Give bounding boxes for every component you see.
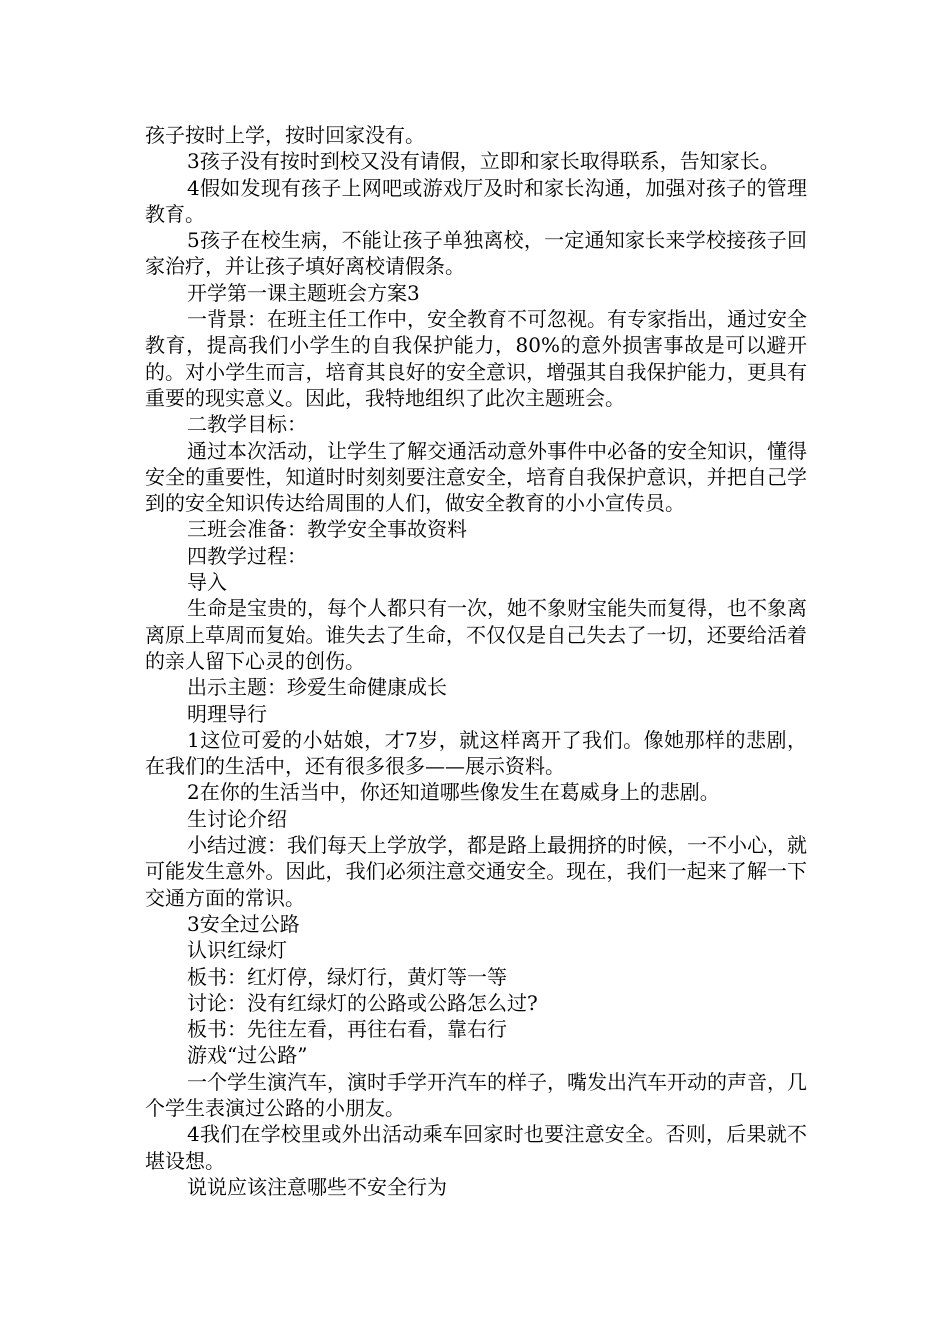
paragraph-board-2: 板书：先往左看，再往右看，靠右行: [187, 1017, 507, 1042]
paragraph-step-4: 4我们在学校里或外出活动乘车回家时也要注意安全。否则，后果就不堪设想。: [145, 1122, 807, 1173]
paragraph-item-5: 5孩子在校生病，不能让孩子单独离校，一定通知家长来学校接孩子回家治疗，并让孩子填好离校请假条。: [145, 228, 807, 279]
paragraph-transition: 小结过渡：我们每天上学放学，都是路上最拥挤的时候，一不小心，就可能发生意外。因此，我们必须注意交通安全。现在，我们一起来了解一下交通方面的常识。: [145, 833, 807, 910]
heading-preparation: 三班会准备：教学安全事故资料: [187, 517, 467, 542]
paragraph-discuss-2: 讨论：没有红绿灯的公路或公路怎么过?: [187, 990, 538, 1015]
paragraph-game: 游戏“过公路”: [187, 1043, 308, 1068]
heading-guidance: 明理导行: [187, 701, 267, 726]
heading-intro: 导入: [187, 570, 227, 595]
paragraph-life: 生命是宝贵的，每个人都只有一次，她不象财宝能失而复得，也不象离离原上草周而复始。谁失去了生命，不仅仅是自己失去了一切，还要给活着的亲人留下心灵的创伤。: [145, 596, 807, 673]
paragraph-item-3: 3孩子没有按时到校又没有请假，立即和家长取得联系，告知家长。: [187, 149, 780, 174]
paragraph-step-2: 2在你的生活当中，你还知道哪些像发生在葛威身上的悲剧。: [187, 780, 720, 805]
paragraph-objectives: 通过本次活动，让学生了解交通活动意外事件中必备的安全知识，懂得安全的重要性，知道时时刻刻要注意安全，培育自我保护意识，并把自己学到的安全知识传达给周围的人们，做安全教育的小小宣传员。: [145, 438, 807, 516]
section-heading: 开学第一课主题班会方案3: [187, 280, 420, 305]
paragraph-game-desc: 一个学生演汽车，演时手学开汽车的样子，嘴发出汽车开动的声音，几个学生表演过公路的小朋友。: [145, 1069, 807, 1120]
paragraph-step-1: 1这位可爱的小姑娘，才7岁，就这样离开了我们。像她那样的悲剧，在我们的生活中，还有很多很多——展示资料。: [145, 727, 807, 779]
paragraph-unsafe: 说说应该注意哪些不安全行为: [187, 1174, 447, 1199]
paragraph-theme: 出示主题：珍爱生命健康成长: [187, 675, 447, 700]
document-body: [145, 122, 807, 1200]
heading-crossing: 3安全过公路: [187, 911, 300, 936]
paragraph-item-4: 4假如发现有孩子上网吧或游戏厅及时和家长沟通，加强对孩子的管理教育。: [145, 175, 807, 226]
paragraph-continuation: 孩子按时上学，按时回家没有。: [145, 123, 425, 147]
paragraph-board-1: 板书：红灯停，绿灯行，黄灯等一等: [187, 964, 507, 989]
paragraph-background: 一背景：在班主任工作中，安全教育不可忽视。有专家指出，通过安全教育，提高我们小学生的自我保护能力，80%的意外损害事故是可以避开的。对小学生而言，培育其良好的安全意识，增强其自我保护能力，更具有重要的现实意义。因此，我特地组织了此次主题班会。: [145, 307, 807, 410]
heading-objectives: 二教学目标：: [187, 412, 307, 437]
heading-process: 四教学过程：: [187, 543, 307, 568]
paragraph-discussion: 生讨论介绍: [187, 806, 287, 831]
paragraph-traffic-light: 认识红绿灯: [187, 938, 287, 963]
